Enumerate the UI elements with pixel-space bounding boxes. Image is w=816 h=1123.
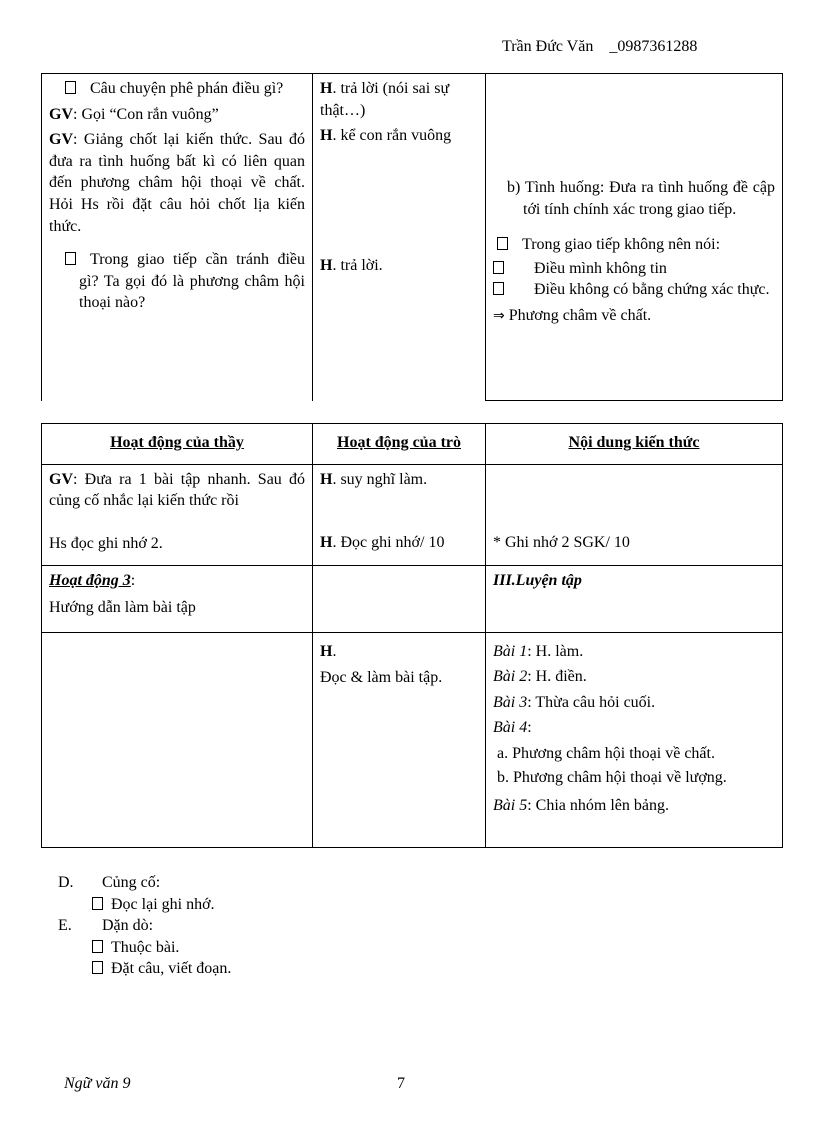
table-row: GV: Đưa ra 1 bài tập nhanh. Sau đó củng cố nhắc lại kiến thức rồi Hs đọc ghi nhớ 2. H. suy nghĩ làm. H. Đọc ghi nhớ/ 10 * Ghi nhớ 2 SGK/ 10 — [42, 464, 783, 565]
footer-subject: Ngữ văn 9 — [64, 1075, 131, 1092]
lesson-sections: D. Củng cố: Đọc lại ghi nhớ. E. Dặn dò: Thuộc bài. Đặt câu, viết đoạn. — [58, 874, 232, 977]
header-student: Hoạt động của trò — [313, 424, 486, 465]
checkbox-icon — [92, 897, 103, 910]
phone-number: _0987361288 — [609, 38, 698, 55]
checkbox-icon — [497, 237, 508, 250]
checkbox-icon — [65, 81, 76, 94]
activity-title: Hoạt động 3 — [49, 571, 131, 589]
arrow-right-icon: ⇒ — [493, 307, 505, 324]
content-cell: b) Tình huống: Đưa ra tình huống đề cập tới tính chính xác trong giao tiếp. Trong giao tiếp không nên nói: Điều mình không tin Điều không có bằng chứng xác thực. ⇒ Phương châm về chất. — [486, 74, 783, 401]
section-title: III.Luyện tập — [493, 571, 582, 589]
student-cell: H. trả lời (nói sai sự thật…) H. kể con rắn vuông H. trả lời. — [313, 74, 486, 401]
page-header — [502, 36, 697, 58]
checkbox-icon — [92, 940, 103, 953]
checkbox-icon — [92, 961, 103, 974]
header-teacher: Hoạt động của thầy — [42, 424, 313, 465]
checkbox-icon — [493, 261, 504, 274]
table-row: H. Đọc & làm bài tập. Bài 1: H. làm. Bài 2: H. điền. Bài 3: Thừa câu hỏi cuối. Bài 4: a. Phương châm hội thoại về chất. b. Phương châm hội thoại về lượng. Bài 5: Chia nhóm lên bảng. — [42, 632, 783, 847]
header-content: Nội dung kiến thức — [486, 424, 783, 465]
table-header-row — [42, 424, 783, 465]
checkbox-icon — [493, 282, 504, 295]
teacher-cell: Câu chuyện phê phán điều gì? GV: Gọi “Con rắn vuông” GV: Giảng chốt lại kiến thức. Sau đó đưa ra tình huống bất kì có liên quan đến phương châm hội thoại về chất. Hỏi Hs rồi đặt câu hỏi chốt lịa kiến thức. Trong giao tiếp cần tránh điều gì? Ta gọi đó là phương châm hội thoại nào? — [42, 74, 313, 401]
author-name: Trần Đức Văn — [502, 38, 594, 55]
table-row: Hoạt động 3: Hướng dẫn làm bài tập III.Luyện tập — [42, 565, 783, 632]
lesson-table — [41, 423, 783, 848]
page-number: 7 — [397, 1075, 405, 1092]
checkbox-icon — [65, 252, 76, 265]
lesson-table-continued — [41, 73, 783, 401]
